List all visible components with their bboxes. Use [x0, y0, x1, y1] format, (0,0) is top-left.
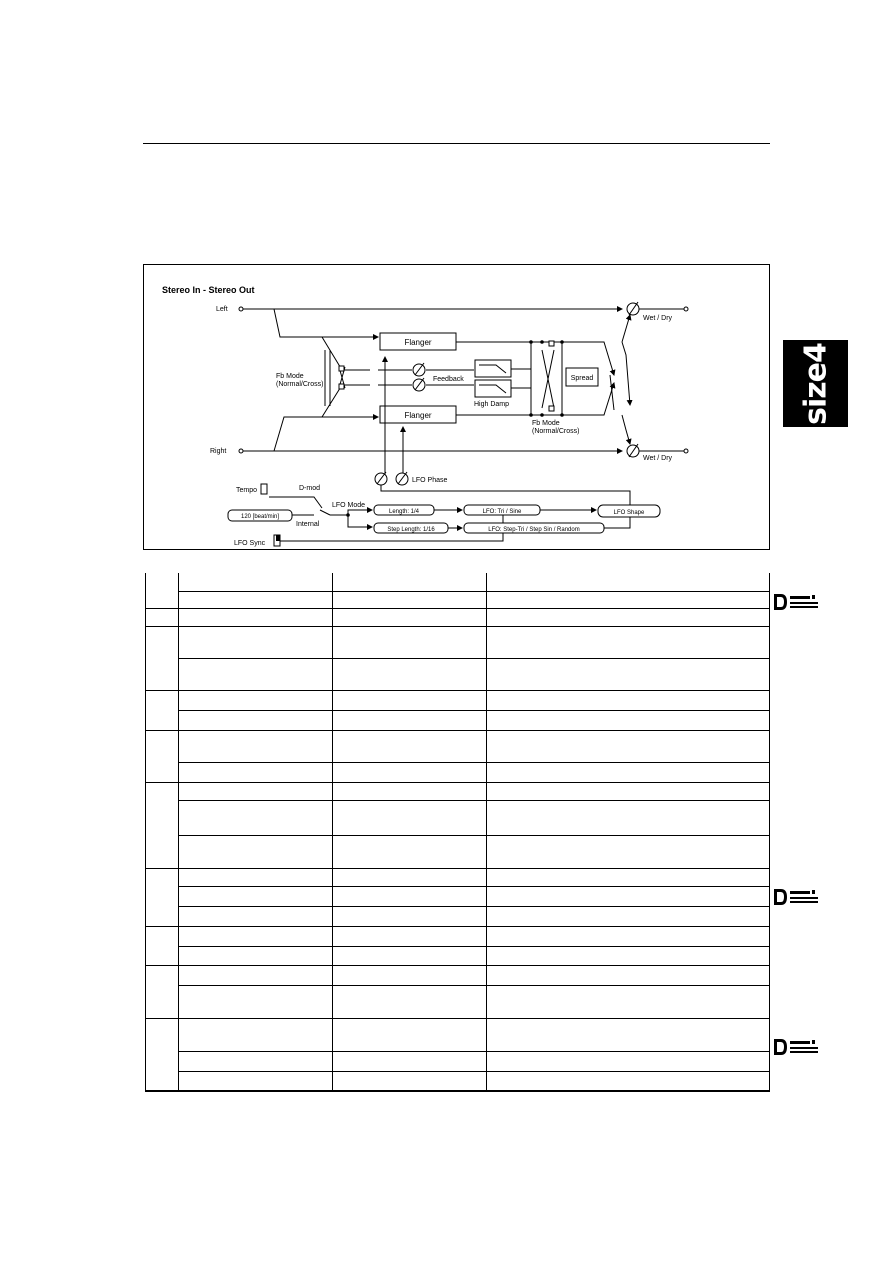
- table-cell: [487, 965, 770, 985]
- right-input-jack: [239, 449, 243, 453]
- table-cell: [333, 965, 487, 985]
- table-cell: [179, 690, 333, 710]
- feedback-label: Feedback: [433, 376, 464, 383]
- dmodulation-logo-icon: [773, 1038, 823, 1056]
- table-cell: [179, 658, 333, 690]
- table-cell: [487, 946, 770, 965]
- table-cell: [179, 868, 333, 886]
- table-cell: [333, 985, 487, 1018]
- table-cell: [487, 835, 770, 868]
- fb-mode-left-line1: Fb Mode: [276, 373, 304, 380]
- high-damp-filter-bottom: [475, 380, 511, 397]
- table-cell: [333, 946, 487, 965]
- table-cell: [179, 573, 333, 591]
- table-cell: [333, 608, 487, 626]
- table-row: [146, 591, 770, 608]
- internal-label: Internal: [296, 521, 320, 528]
- table-cell: [179, 710, 333, 730]
- table-cell: [179, 762, 333, 782]
- table-row: [146, 608, 770, 626]
- table-cell: [333, 1051, 487, 1071]
- table-cell: [333, 800, 487, 835]
- table-row: [146, 985, 770, 1018]
- table-row: [146, 762, 770, 782]
- group-cell: [146, 690, 179, 730]
- table-row: [146, 626, 770, 658]
- dmod-label: D-mod: [299, 485, 321, 492]
- right-output-jack: [684, 449, 688, 453]
- group-cell: [146, 626, 179, 690]
- table-cell: [487, 926, 770, 946]
- table-cell: [179, 782, 333, 800]
- table-cell: [487, 730, 770, 762]
- table-cell: [487, 985, 770, 1018]
- table-row: [146, 926, 770, 946]
- table-cell: [333, 1071, 487, 1091]
- table-cell: [487, 573, 770, 591]
- table-cell: [179, 965, 333, 985]
- table-row: [146, 965, 770, 985]
- table-row: [146, 1071, 770, 1091]
- table-row: [146, 835, 770, 868]
- table-cell: [179, 886, 333, 906]
- fb-mode-left-line2: (Normal/Cross): [276, 381, 324, 388]
- high-damp-label: High Damp: [474, 401, 510, 408]
- table-cell: [333, 868, 487, 886]
- table-cell: [333, 730, 487, 762]
- table-row: [146, 782, 770, 800]
- group-cell: [146, 782, 179, 868]
- table-row: [146, 690, 770, 710]
- table-cell: [179, 985, 333, 1018]
- high-damp-filter-top: [475, 360, 511, 377]
- tempo-label: Tempo: [236, 487, 258, 494]
- wet-dry-bottom-label: Wet / Dry: [643, 455, 673, 462]
- table-cell: [487, 608, 770, 626]
- table-row: [146, 710, 770, 730]
- table-cell: [487, 800, 770, 835]
- table-cell: [179, 1071, 333, 1091]
- table-row: [146, 658, 770, 690]
- table-cell: [333, 926, 487, 946]
- table-cell: [333, 906, 487, 926]
- lfo-phase-label: LFO Phase: [412, 477, 448, 484]
- table-cell: [179, 608, 333, 626]
- table-cell: [333, 835, 487, 868]
- parameter-table: [145, 573, 770, 1092]
- table-cell: [333, 782, 487, 800]
- table-cell: [333, 710, 487, 730]
- lfo-sync-label: LFO Sync: [234, 540, 266, 547]
- lfo-shape-label: LFO Shape: [613, 510, 645, 516]
- table-cell: [487, 1018, 770, 1051]
- wet-dry-top-label: Wet / Dry: [643, 315, 673, 322]
- table-cell: [179, 591, 333, 608]
- left-output-jack: [684, 307, 688, 311]
- group-cell: [146, 868, 179, 926]
- table-cell: [487, 658, 770, 690]
- table-cell: [179, 906, 333, 926]
- table-row: [146, 800, 770, 835]
- table-row: [146, 1051, 770, 1071]
- table-row: [146, 1018, 770, 1051]
- signal-flow-diagram: [143, 264, 770, 550]
- table-cell: [333, 658, 487, 690]
- spread-label: Spread: [570, 375, 594, 382]
- side-section-tab: [783, 340, 848, 427]
- table-cell: [179, 1051, 333, 1071]
- table-row: [146, 886, 770, 906]
- diagram-title: Stereo In - Stereo Out: [162, 285, 255, 295]
- left-input-jack: [239, 307, 243, 311]
- table-cell: [487, 1071, 770, 1091]
- table-cell: [487, 1051, 770, 1071]
- table-cell: [333, 573, 487, 591]
- table-cell: [487, 690, 770, 710]
- table-cell: [179, 1018, 333, 1051]
- table-cell: [179, 926, 333, 946]
- table-row: [146, 730, 770, 762]
- table-cell: [179, 730, 333, 762]
- table-row: [146, 946, 770, 965]
- table-cell: [487, 591, 770, 608]
- table-cell: [333, 591, 487, 608]
- fb-mode-right-line1: Fb Mode: [532, 420, 560, 427]
- table-cell: [487, 886, 770, 906]
- right-input-label: Right: [210, 448, 227, 455]
- table-cell: [333, 886, 487, 906]
- table-row: [146, 573, 770, 591]
- header-rule: [143, 143, 770, 144]
- table-cell: [487, 906, 770, 926]
- lfo-tri-sine-label: LFO: Tri / Sine: [482, 509, 522, 515]
- flanger-top-label: Flanger: [404, 338, 432, 347]
- lfo-step-label: LFO: Step-Tri / Step Sin / Random: [488, 527, 580, 533]
- dmodulation-logo-icon: [773, 593, 823, 611]
- group-cell: [146, 1018, 179, 1091]
- table-cell: [333, 626, 487, 658]
- group-cell: [146, 608, 179, 626]
- table-cell: [487, 626, 770, 658]
- length-label: Length: 1/4: [388, 509, 420, 515]
- flanger-bottom-label: Flanger: [404, 411, 432, 420]
- table-row: [146, 906, 770, 926]
- table-cell: [487, 782, 770, 800]
- table-cell: [333, 1018, 487, 1051]
- table-cell: [487, 868, 770, 886]
- table-cell: [179, 800, 333, 835]
- group-cell: [146, 965, 179, 1018]
- table-cell: [179, 835, 333, 868]
- table-cell: [179, 946, 333, 965]
- table-cell: [179, 626, 333, 658]
- group-cell: [146, 926, 179, 965]
- step-length-label: Step Length: 1/16: [387, 527, 435, 533]
- left-input-label: Left: [216, 306, 228, 313]
- table-cell: [333, 762, 487, 782]
- group-cell: [146, 730, 179, 782]
- fb-mode-right-line2: (Normal/Cross): [532, 428, 580, 435]
- table-row: [146, 868, 770, 886]
- table-cell: [487, 710, 770, 730]
- dmodulation-logo-icon: [773, 888, 823, 906]
- table-cell: [333, 690, 487, 710]
- table-cell: [487, 762, 770, 782]
- side-tab-label: size4: [798, 342, 833, 425]
- group-cell: [146, 573, 179, 608]
- lfo-mode-label: LFO Mode: [332, 502, 366, 509]
- bpm-label: 120 [beat/min]: [240, 514, 280, 520]
